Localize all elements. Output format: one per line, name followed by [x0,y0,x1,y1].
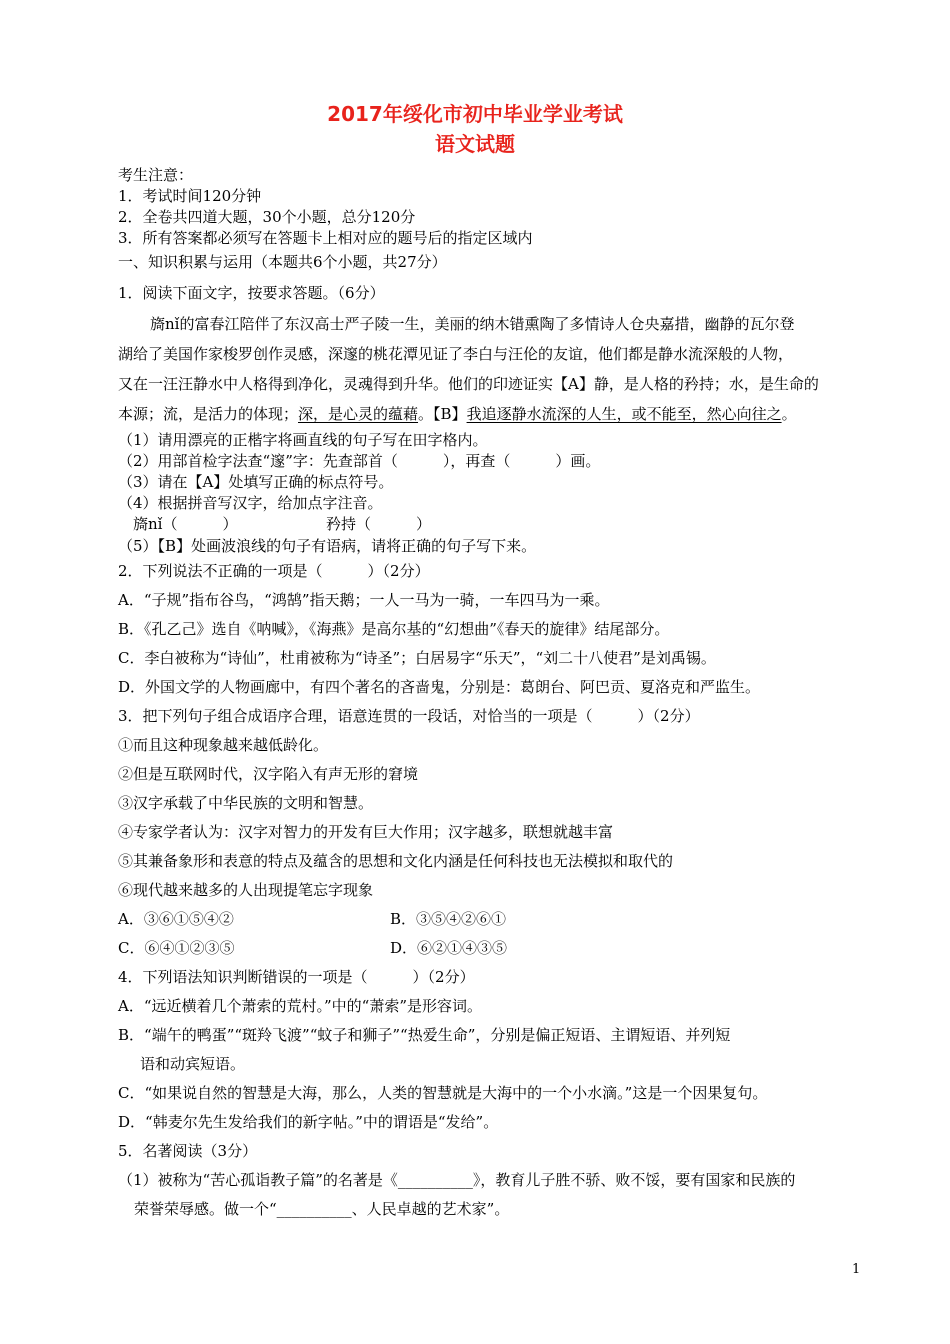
option: D．外国文学的人物画廊中，有四个著名的吝啬鬼，分别是：葛朗台、阿巴贡、夏洛克和严监生。 [118,678,761,696]
sentence-item: ②但是互联网时代，汉字陷入有声无形的窘境 [118,765,419,783]
sentence-item: ⑤其兼备象形和表意的特点及蕴含的思想和文化内涵是任何科技也无法模拟和取代的 [118,852,674,870]
passage-text: 。【B】 [418,405,467,423]
option-continued: 语和动宾短语。 [140,1055,246,1073]
option: B．③⑤④②⑥① [390,910,507,928]
question-2-stem: 2．下列说法不正确的一项是（ ）（2分） [118,562,430,580]
wavy-underlined-sentence: 我追逐静水流深的人生，或不能至，然心向往之 [466,405,782,423]
option: A．③⑥①⑤④② [118,910,234,928]
option: C．“如果说自然的智慧是大海，那么，人类的智慧就是大海中的一个小水滴。”这是一个因果复句。 [118,1084,768,1102]
notice-item: 3．所有答案都必须写在答题卡上相对应的题号后的指定区域内 [118,229,533,247]
sub-question: （2）用部首检字法查“邃”字：先查部首（ ），再查（ ）画。 [118,452,601,470]
sub-question: （5）【B】处画波浪线的句子有语病，请将正确的句子写下来。 [118,537,537,555]
sentence-item: ⑥现代越来越多的人出现提笔忘字现象 [118,881,374,899]
question-5-stem: 5．名著阅读（3分） [118,1142,258,1160]
passage-line: 旖nǐ的富春江陪伴了东汉高士严子陵一生，美丽的纳木错熏陶了多情诗人仓央嘉措，幽静的瓦尔登 [150,315,795,333]
sentence-item: ③汉字承载了中华民族的文明和智慧。 [118,794,374,812]
question-1-stem: 1．阅读下面文字，按要求答题。（6分） [118,284,385,302]
option: A．“子规”指布谷鸟，“鸿鹄”指天鹅；一人一马为一骑，一车四马为一乘。 [118,591,610,609]
question-4-stem: 4．下列语法知识判断错误的一项是（ ）（2分） [118,968,475,986]
option: A．“远近横着几个萧索的荒村。”中的“萧索”是形容词。 [118,997,483,1015]
exam-title: 2017年绥化市初中毕业学业考试 [327,102,623,126]
sub-question: （3）请在【A】处填写正确的标点符号。 [118,473,394,491]
option: C．李白被称为“诗仙”，杜甫被称为“诗圣”；白居易字“乐天”，“刘二十八使君”是刘禹锡。 [118,649,716,667]
question-3-stem: 3．把下列句子组合成语序合理，语意连贯的一段话，对恰当的一项是（ ）（2分） [118,707,700,725]
passage-text: 。 [781,405,797,423]
option: D．“韩麦尔先生发给我们的新字帖。”中的谓语是“发给”。 [118,1113,499,1131]
pinyin-blank: 旖nǐ（ ） [133,515,238,533]
sub-question: （4）根据拼音写汉字，给加点字注音。 [118,494,383,512]
pinyin-blank: 矜持（ ） [326,515,432,533]
exam-subtitle: 语文试题 [435,132,515,156]
notice-item: 1．考试时间120分钟 [118,187,262,205]
notice-item: 2．全卷共四道大题，30个小题，总分120分 [118,208,416,226]
passage-line [118,404,797,424]
passage-line: 湖给了美国作家梭罗创作灵感，深邃的桃花潭见证了李白与汪伦的友谊，他们都是静水流深般的人物， [118,345,794,363]
notice-heading: 考生注意： [118,166,194,184]
page-number: 1 [852,1262,861,1277]
option: B．《孔乙己》选自《呐喊》，《海燕》是高尔基的“幻想曲”《春天的旋律》结尾部分。 [118,620,670,638]
option: B．“端午的鸭蛋”“斑羚飞渡”“蚊子和狮子”“热爱生命”，分别是偏正短语、主谓短语、并列短 [118,1026,731,1044]
sentence-item: ①而且这种现象越来越低龄化。 [118,736,329,754]
option: C．⑥④①②③⑤ [118,939,235,957]
passage-text: 本源；流，是活力的体现； [118,405,299,423]
sub-question-continued: 荣誉荣辱感。做一个“__________、人民卓越的艺术家”。 [134,1200,510,1218]
sub-question: （1）请用漂亮的正楷字将画直线的句子写在田字格内。 [118,431,488,449]
sentence-item: ④专家学者认为：汉字对智力的开发有巨大作用；汉字越多，联想就越丰富 [118,823,614,841]
sub-question: （1）被称为“苦心孤诣教子篇”的名著是《__________》，教育儿子胜不骄、败不馁，要有国家和民族的 [118,1171,796,1189]
section-heading: 一、知识积累与运用（本题共6个小题，共27分） [118,253,447,271]
option: D．⑥②①④③⑤ [390,939,508,957]
underlined-sentence: 深，是心灵的蕴藉 [298,405,419,423]
passage-line: 又在一汪汪静水中人格得到净化，灵魂得到升华。他们的印迹证实【A】静，是人格的矜持；水，是生命的 [118,375,819,393]
